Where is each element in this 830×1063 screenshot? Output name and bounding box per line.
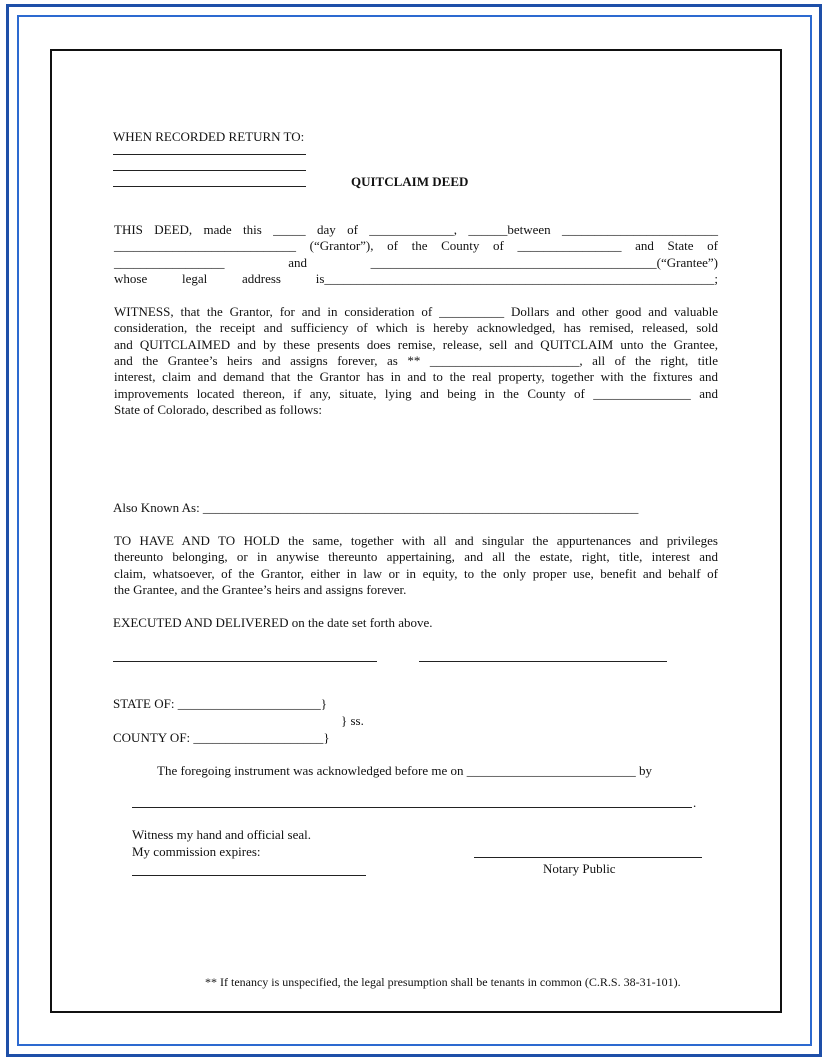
acknowledgment-period: . (693, 795, 697, 810)
venue-state: STATE OF: ______________________} (113, 696, 327, 711)
commission-expiry-line (132, 875, 366, 876)
commission-expires-label: My commission expires: (132, 844, 261, 859)
habendum-line-3: claim, whatsoever, of the Grantor, either in law or in equity, to the only proper use, benefit and behalf of (114, 566, 718, 581)
page-title: QUITCLAIM DEED (351, 174, 469, 189)
witness-line-3: and QUITCLAIMED and by these presents does remise, release, sell and QUITCLAIM unto the Grantee, (114, 337, 718, 352)
parties-line-2: ____________________________ (“Grantor”), of the County of ________________ and State of (114, 238, 718, 253)
notary-public-label: Notary Public (543, 861, 616, 876)
venue-county: COUNTY OF: ____________________} (113, 730, 330, 745)
acknowledgment-name-line (132, 807, 692, 808)
parties-line-3: _________________ and ____________________________________________(“Grantee”) (114, 255, 718, 270)
witness-line-4: and the Grantee’s heirs and assigns forever, as ** _______________________, all of the right, title (114, 353, 718, 368)
executed-statement: EXECUTED AND DELIVERED on the date set forth above. (113, 615, 433, 630)
tenancy-footnote: ** If tenancy is unspecified, the legal presumption shall be tenants in common (C.R.S. 38-31-101). (205, 975, 681, 989)
habendum-line-2: thereunto belonging, or in anywise thereunto appertaining, and all the estate, right, title, interest and (114, 549, 718, 564)
grantor-signature-line-2 (419, 661, 667, 662)
also-known-as: Also Known As: ___________________________________________________________________ (113, 500, 639, 515)
habendum-line-1: TO HAVE AND TO HOLD the same, together with all and singular the appurtenances and privileges (114, 533, 718, 548)
return-to-line-2 (113, 170, 306, 171)
witness-line-7: State of Colorado, described as follows: (114, 402, 322, 417)
witness-line-1: WITNESS, that the Grantor, for and in consideration of __________ Dollars and other good and valuable (114, 304, 718, 319)
notary-signature-line (474, 857, 702, 858)
witness-line-2: consideration, the receipt and sufficiency of which is hereby acknowledged, has remised, released, sold (114, 320, 718, 335)
return-to-line-3 (113, 186, 306, 187)
witness-line-5: interest, claim and demand that the Grantor has in and to the real property, together with the fixtures and (114, 369, 718, 384)
parties-line-4: whose legal address is____________________________________________________________; (114, 271, 718, 286)
witness-seal-text: Witness my hand and official seal. (132, 827, 312, 842)
acknowledgment-text: The foregoing instrument was acknowledged before me on __________________________ by (157, 763, 652, 778)
venue-ss: } ss. (341, 713, 364, 728)
witness-line-6: improvements located thereon, if any, situate, lying and being in the County of _______________ and (114, 386, 718, 401)
parties-line-1: THIS DEED, made this _____ day of _____________, ______between ________________________ (114, 222, 718, 237)
grantor-signature-line-1 (113, 661, 377, 662)
recording-label: WHEN RECORDED RETURN TO: (113, 129, 305, 144)
habendum-line-4: the Grantee, and the Grantee’s heirs and assigns forever. (114, 582, 407, 597)
return-to-line-1 (113, 154, 306, 155)
deed-page (50, 49, 782, 1013)
